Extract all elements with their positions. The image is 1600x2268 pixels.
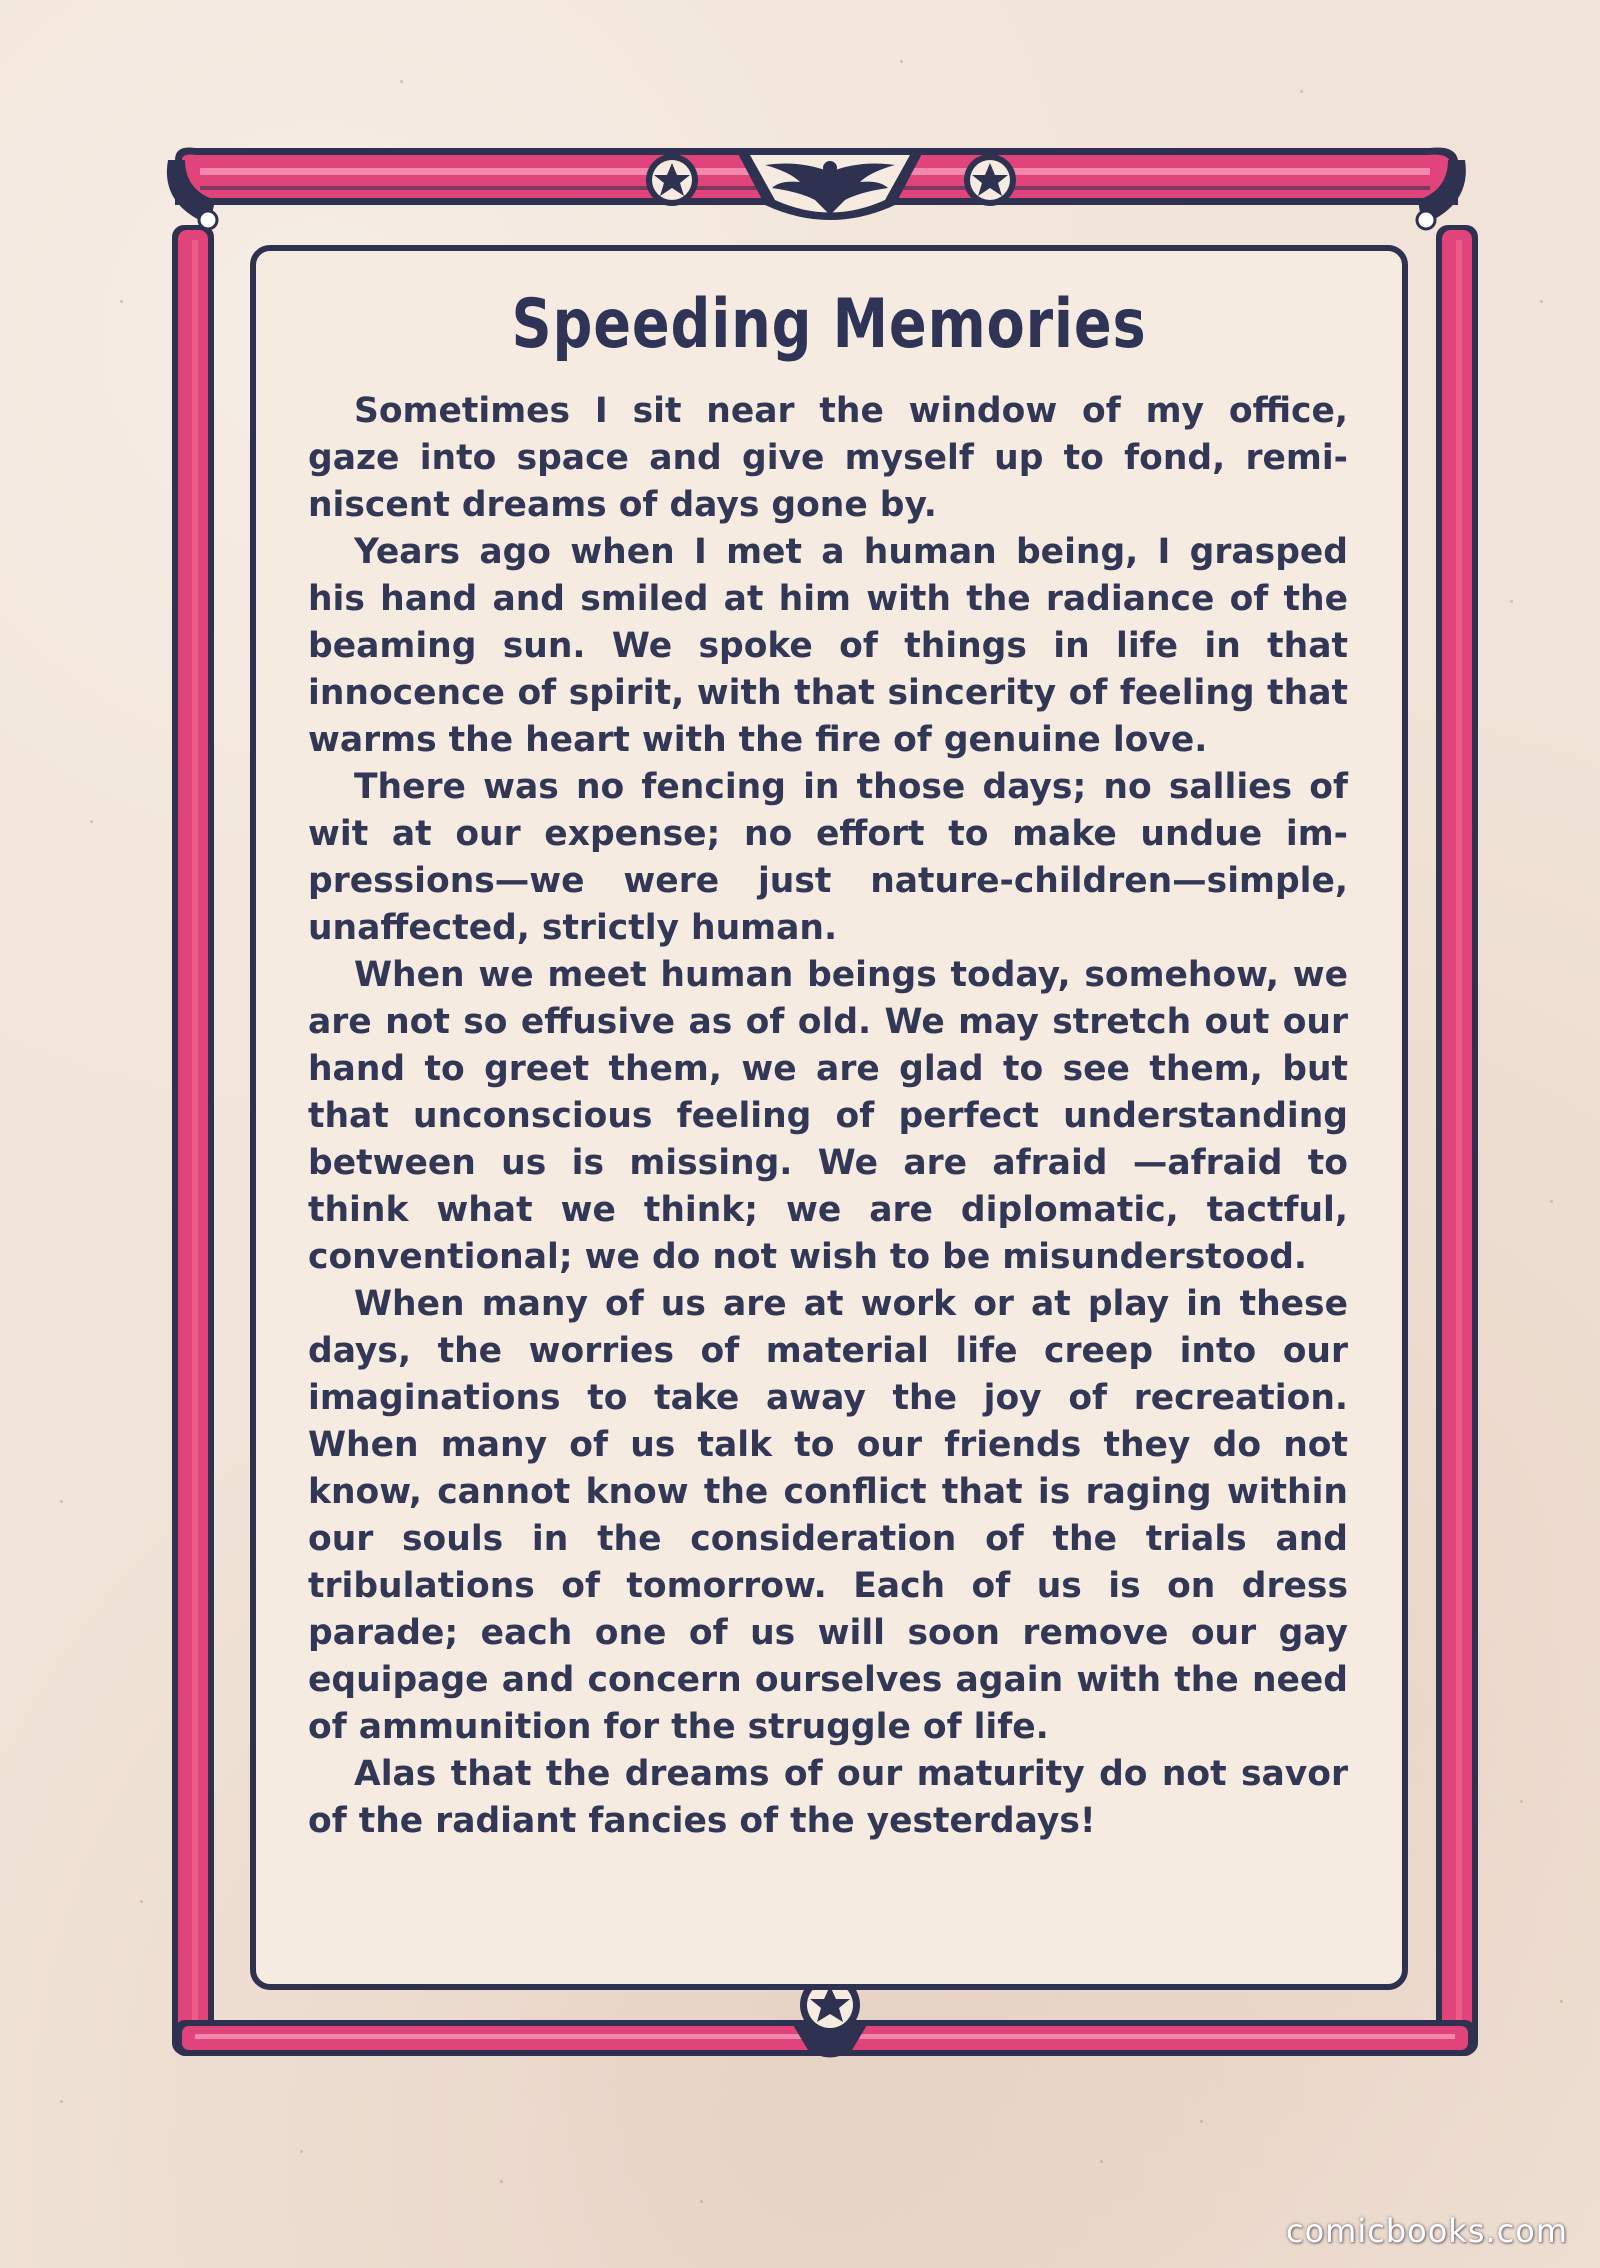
paper-fleck	[140, 1900, 143, 1903]
paper-fleck	[90, 820, 93, 823]
paper-fleck	[1520, 1800, 1523, 1803]
star-icon	[964, 154, 1016, 206]
paper-fleck	[700, 2200, 703, 2203]
star-icon	[646, 154, 698, 206]
right-pillar	[1436, 225, 1478, 2055]
paragraph: When we meet human beings today, somehow, we are not so effusive as of old. We may stretch out our hand to greet them, we are glad to see them, but that unconscious feeling of perfect understanding between us is missing. We are afraid —afraid to think what we think; we are diplomatic, tactful, conventional; we do not wish to be misunderstood.	[308, 955, 1348, 1277]
paragraph: Sometimes I sit near the window of my office, gaze into space and give myself up to fond, reminiscent dreams of days gone by.	[308, 391, 1348, 525]
article-body	[308, 388, 1348, 1845]
paper-fleck	[1100, 2160, 1103, 2163]
paper-fleck	[1200, 2120, 1203, 2123]
left-pillar	[172, 225, 214, 2055]
paper-fleck	[1550, 1200, 1553, 1203]
paper-fleck	[120, 300, 123, 303]
paper-fleck	[300, 2150, 303, 2153]
paper-fleck	[60, 1500, 63, 1503]
paragraph: Years ago when I met a human being, I grasped his hand and smiled at him with the radiance of the beaming sun. We spoke of things in life in that innocence of spirit, with that sincerity of feeling that warms the heart with the fire of genuine love.	[308, 532, 1348, 760]
paper-fleck	[900, 60, 903, 63]
paper-fleck	[60, 2100, 63, 2103]
site-watermark: comicbooks.com	[1285, 2212, 1568, 2250]
page-title: Speeding Memories	[511, 285, 1147, 364]
eagle-emblem-icon	[735, 148, 925, 220]
paper-fleck	[1540, 300, 1543, 303]
paper-fleck	[500, 2180, 503, 2183]
paper-fleck	[400, 80, 403, 83]
paragraph: There was no fencing in those days; no sallies of wit at our expense; no effort to make undue impressions—we were just nature-children—simple, unaffected, strictly human.	[308, 767, 1348, 948]
paper-fleck	[1300, 90, 1303, 93]
paper-fleck	[1560, 2000, 1563, 2003]
paragraph: When many of us are at work or at play in these days, the worries of material life creep into our imaginations to take away the joy of recreation. When many of us talk to our friends they do not know, cannot know the conflict that is raging within our souls in the consideration of the trials and tribulations of tomorrow. Each of us is on dress parade; each one of us will soon remove our gay equipage and concern ourselves again with the need of ammunition for the struggle of life.	[308, 1284, 1348, 1747]
paper-fleck	[1510, 600, 1513, 603]
paragraph: Alas that the dreams of our maturity do not savor of the radiant fancies of the yesterdays!	[308, 1754, 1348, 1841]
